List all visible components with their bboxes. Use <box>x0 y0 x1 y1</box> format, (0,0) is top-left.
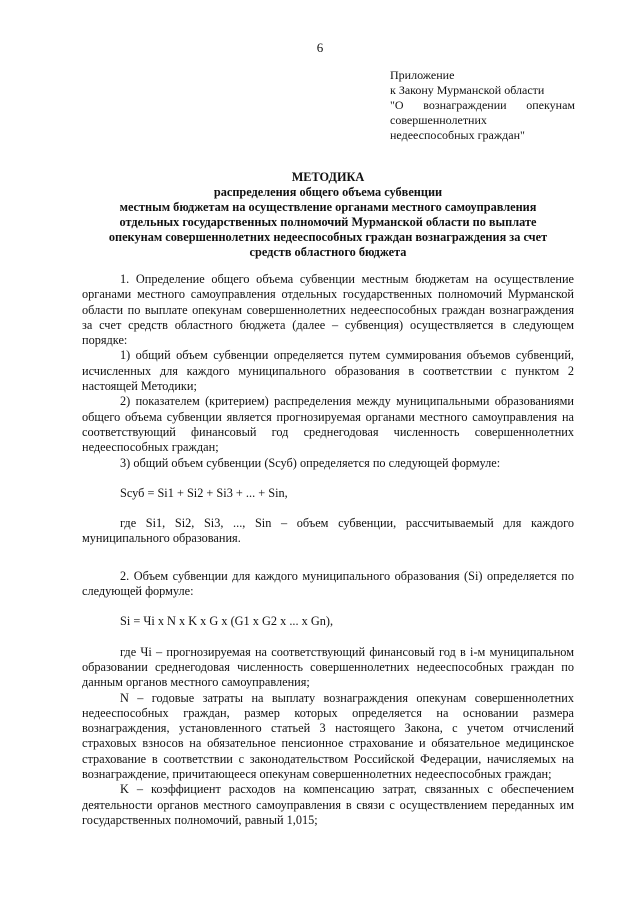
formula-total-subvention: Sсуб = Si1 + Si2 + Si3 + ... + Sin, <box>120 485 288 500</box>
title-line-2: местным бюджетам на осуществление органами местного самоуправления <box>119 200 537 214</box>
appendix-line-3-word-2: вознаграждении <box>423 98 507 112</box>
paragraph-4: 3) общий объем субвенции (Sсуб) определяется по следующей формуле: <box>120 455 501 470</box>
appendix-line-3-word-1: "О <box>390 98 404 112</box>
paragraph-3: 2) показателем (критерием) распределения между муниципальными образованиями общего объема субвенции является прогнозируемая органами местного самоуправления на соответствующий финансовый год среднегодовая численность совершеннолетних недееспособных граждан; <box>82 394 574 455</box>
document-title <box>82 170 574 260</box>
appendix-line-4: совершеннолетних <box>390 113 487 127</box>
title-line-4: опекунам совершеннолетних недееспособных граждан вознаграждения за счет <box>108 230 548 244</box>
title-heading: МЕТОДИКА <box>291 170 365 184</box>
appendix-line-3 <box>390 98 575 113</box>
paragraph-9: K – коэффициент расходов на компенсацию затрат, связанных с обеспечением деятельности органов местного самоуправления в связи с осуществлением переданных им государственных полномочий, равный 1,015; <box>82 782 574 827</box>
paragraph-7: где Чi – прогнозируемая на соответствующий финансовый год в i-м муниципальном образовании среднегодовая численность совершеннолетних недееспособных граждан по данным органов местного самоуправления; <box>82 644 574 690</box>
document-body <box>82 272 574 828</box>
title-line-1: распределения общего объема субвенции <box>213 185 443 199</box>
appendix-header <box>390 68 575 143</box>
title-line-3: отдельных государственных полномочий Мурманской области по выплате <box>119 215 537 229</box>
title-line-5: средств областного бюджета <box>249 245 407 259</box>
paragraph-6: 2. Объем субвенции для каждого муниципального образования (Si) определяется по следующей формуле: <box>82 568 574 599</box>
appendix-line-5: недееспособных граждан" <box>390 128 525 142</box>
paragraph-8: N – годовые затраты на выплату вознаграждения опекунам совершеннолетних недееспособных граждан, размер которых определяется на основании размера вознаграждения, установленного статьей 3 настоящего Закона, с учетом отчислений страховых взносов на обязательное пенсионное страхование и обязательное медицинское страхование в соответствии с законодательством Российской Федерации, начисляемых на вознаграждение, причитающееся опекунам совершеннолетних недееспособных граждан; <box>82 690 574 782</box>
paragraph-5: где Si1, Si2, Si3, ..., Sin – объем субвенции, рассчитываемый для каждого муниципального образования. <box>82 516 574 546</box>
page-number: 6 <box>316 40 324 55</box>
paragraph-2: 1) общий объем субвенции определяется путем суммирования объемов субвенций, исчисленных для каждого муниципального образования в соответствии с пунктом 2 настоящей Методики; <box>82 348 574 394</box>
appendix-line-1: Приложение <box>390 68 455 82</box>
appendix-line-2: к Закону Мурманской области <box>390 83 545 97</box>
paragraph-1: 1. Определение общего объема субвенции местным бюджетам на осуществление органами местного самоуправления отдельных государственных полномочий Мурманской области по выплате опекунам совершеннолетних недееспособных граждан вознаграждения за счет средств областного бюджета (далее – субвенция) осуществляется в следующем порядке: <box>82 272 574 348</box>
formula-municipal-subvention: Si = Чi x N x K x G x (G1 x G2 x ... x Gn), <box>120 614 334 629</box>
appendix-line-3-word-3: опекунам <box>526 98 575 112</box>
